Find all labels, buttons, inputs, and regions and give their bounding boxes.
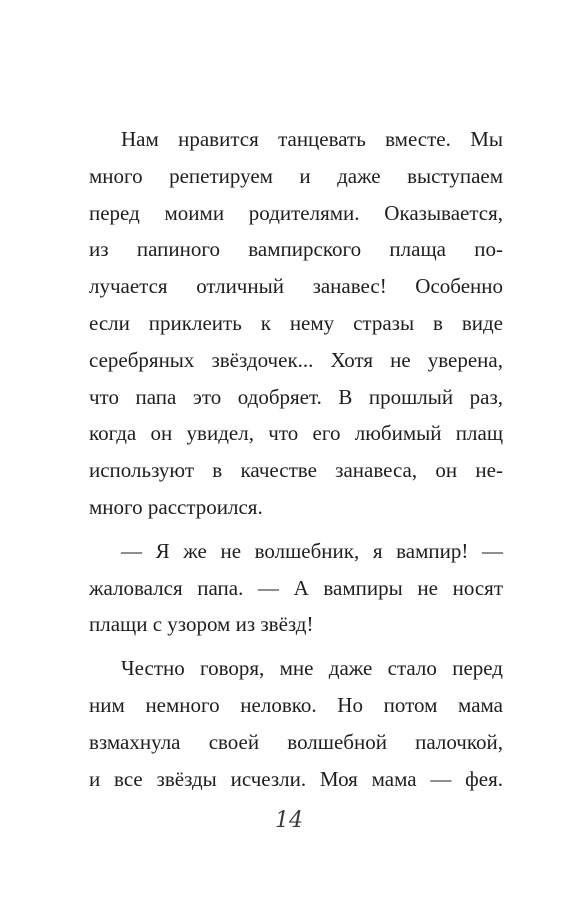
text-line: Честно говоря, мне даже стало перед: [121, 656, 503, 681]
text-line: лучается отличный занавес! Особенно: [89, 274, 503, 299]
text-line: много репетируем и даже выступаем: [89, 163, 503, 188]
text-line: что папа это одобряет. В прошлый раз,: [89, 384, 503, 409]
text-line: взмахнула своей волшебной палочкой,: [89, 729, 503, 754]
text-line: когда он увидел, что его любимый плащ: [89, 421, 503, 446]
text-line: — Я же не волшебник, я вампир! —: [121, 538, 503, 563]
text-line: перед моими родителями. Оказывается,: [89, 200, 503, 225]
paragraph-1: [89, 121, 503, 526]
text-line: серебряных звёздочек... Хотя не уверена,: [89, 347, 503, 372]
paragraph-3: [89, 650, 503, 797]
text-line: из папиного вампирского плаща по-: [89, 237, 503, 262]
body-text: [89, 121, 503, 797]
text-line: плащи с узором из звёзд!: [89, 612, 314, 637]
paragraph-2: [89, 533, 503, 643]
text-line: ним немного неловко. Но потом мама: [89, 692, 503, 717]
page-number: 14: [275, 808, 303, 833]
text-line: используют в качестве занавеса, он не-: [89, 458, 503, 483]
text-line: Нам нравится танцевать вместе. Мы: [121, 127, 503, 151]
text-line: жаловался папа. — А вампиры не носят: [89, 575, 503, 600]
text-line: много расстроился.: [89, 494, 263, 519]
text-line: если приклеить к нему стразы в виде: [89, 310, 503, 335]
text-line: и все звёзды исчезли. Моя мама — фея.: [89, 766, 503, 791]
